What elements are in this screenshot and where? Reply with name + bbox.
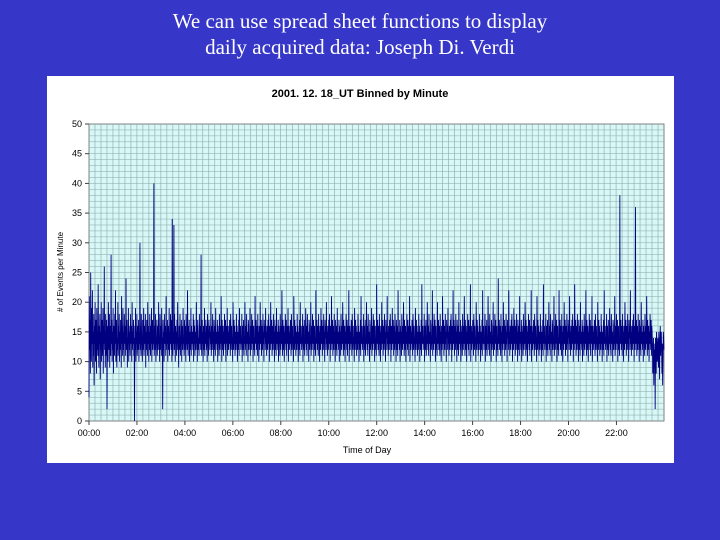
- y-tick-label: 5: [76, 386, 82, 397]
- x-tick-label: 18:00: [509, 428, 532, 438]
- y-tick-label: 50: [71, 119, 82, 129]
- y-tick-label: 45: [71, 148, 82, 159]
- x-axis-label: Time of Day: [342, 445, 392, 455]
- y-tick-label: 30: [71, 237, 82, 248]
- y-tick-label: 25: [71, 267, 82, 278]
- slide-title-line-1: We can use spread sheet functions to display: [172, 9, 548, 33]
- x-tick-label: 00:00: [77, 428, 101, 438]
- y-tick-label: 0: [76, 416, 82, 426]
- y-axis-label: # of Events per Minute: [56, 231, 65, 313]
- y-tick-label: 10: [71, 356, 82, 367]
- slide-title: [0, 8, 720, 60]
- y-tick-label: 15: [71, 326, 82, 337]
- x-tick-label: 22:00: [605, 428, 628, 438]
- x-tick-label: 08:00: [269, 428, 293, 438]
- y-tick-label: 20: [71, 297, 82, 308]
- x-tick-label: 14:00: [413, 428, 436, 438]
- y-axis-ticks: [72, 119, 89, 426]
- events-per-minute-chart: [47, 76, 674, 463]
- x-tick-label: 04:00: [173, 428, 197, 438]
- y-tick-label: 35: [71, 208, 82, 219]
- x-tick-label: 06:00: [221, 428, 245, 438]
- x-tick-label: 10:00: [317, 428, 341, 438]
- chart-panel: [47, 76, 674, 463]
- x-tick-label: 02:00: [125, 428, 149, 438]
- slide-title-line-2: daily acquired data: Joseph Di. Verdi: [205, 35, 515, 59]
- x-axis-ticks: [78, 421, 628, 438]
- x-tick-label: 20:00: [557, 428, 580, 438]
- x-tick-label: 16:00: [461, 428, 484, 438]
- x-tick-label: 12:00: [365, 428, 388, 438]
- chart-title: 2001. 12. 18_UT Binned by Minute: [271, 88, 449, 100]
- y-tick-label: 40: [71, 178, 82, 189]
